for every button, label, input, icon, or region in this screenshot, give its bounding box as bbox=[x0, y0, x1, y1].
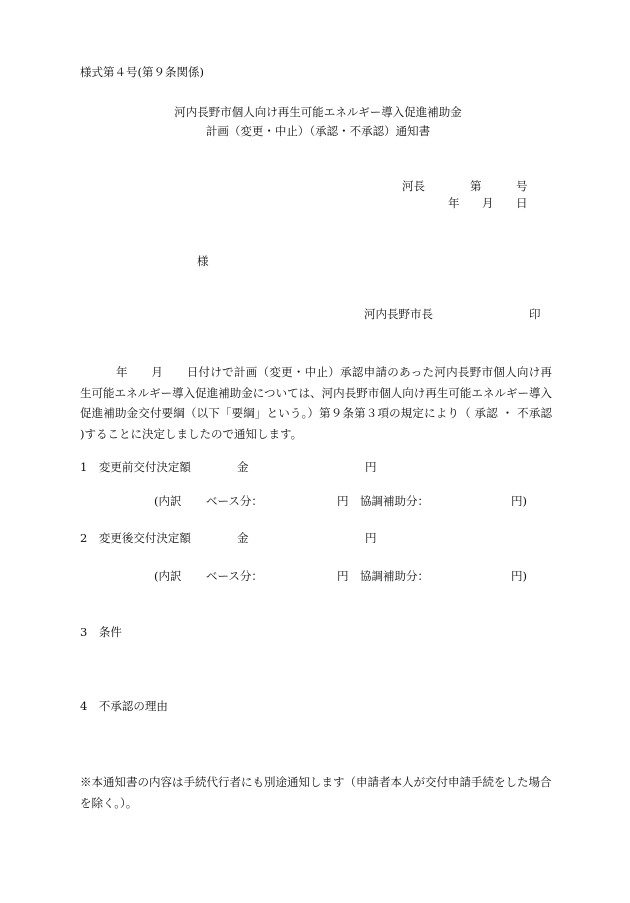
document-title-line1: 河内長野市個人向け再生可能エネルギー導入促進補助金 bbox=[174, 105, 462, 119]
item1-kin: 金 bbox=[237, 460, 249, 474]
item1-close: 円) bbox=[511, 494, 527, 508]
form-number: 様式第４号(第９条関係) bbox=[80, 65, 204, 79]
item1-kyocho-label: 協調補助分： bbox=[360, 494, 429, 508]
doc-ref-go: 号 bbox=[516, 179, 528, 193]
item1-label: 1 変更前交付決定額 bbox=[80, 460, 191, 474]
date-day: 日 bbox=[516, 196, 528, 210]
item2-breakdown-open: (内訳 bbox=[154, 569, 182, 583]
item3-label: 3 条件 bbox=[80, 625, 122, 639]
footnote bbox=[80, 772, 552, 813]
item1-breakdown-open: (内訳 bbox=[154, 494, 182, 508]
date-month: 月 bbox=[482, 196, 494, 210]
body-paragraph bbox=[80, 362, 552, 444]
date-year: 年 bbox=[448, 196, 460, 210]
item4-label: 4 不承認の理由 bbox=[80, 699, 168, 713]
item2-kyocho-label: 協調補助分： bbox=[360, 569, 429, 583]
item1-yen: 円 bbox=[365, 460, 377, 474]
item2-base-yen: 円 bbox=[337, 569, 349, 583]
body-text: 年 月 日付けで計画（変更・中止）承認申請のあった河内長野市個人向け再生可能エネルギー導入促進補助金については、河内長野市個人向け再生可能エネルギー導入促進補助金交付要綱（以下「要綱」という。）第９条第３項の規定により（ 承認 ・ 不承認 )することに決定しましたので通知します。 bbox=[80, 365, 552, 441]
item1-base-yen: 円 bbox=[337, 494, 349, 508]
footnote-text: ※本通知書の内容は手続代行者にも別途通知します（申請者本人が交付申請手続をした場合を除く。）。 bbox=[80, 775, 552, 810]
document-title-line2: 計画（変更・中止）（承認・不承認）通知書 bbox=[205, 124, 431, 138]
item2-kin: 金 bbox=[237, 531, 249, 545]
addressee-suffix: 様 bbox=[197, 254, 209, 268]
item2-close: 円) bbox=[511, 569, 527, 583]
seal-mark: 印 bbox=[529, 307, 541, 321]
item1-base-label: ベース分： bbox=[206, 494, 263, 508]
doc-ref-prefix: 河長 bbox=[402, 179, 425, 193]
item2-label: 2 変更後交付決定額 bbox=[80, 531, 191, 545]
issuer-name: 河内長野市長 bbox=[364, 307, 433, 321]
item2-yen: 円 bbox=[365, 531, 377, 545]
doc-ref-dai: 第 bbox=[470, 179, 482, 193]
item2-base-label: ベース分： bbox=[206, 569, 263, 583]
